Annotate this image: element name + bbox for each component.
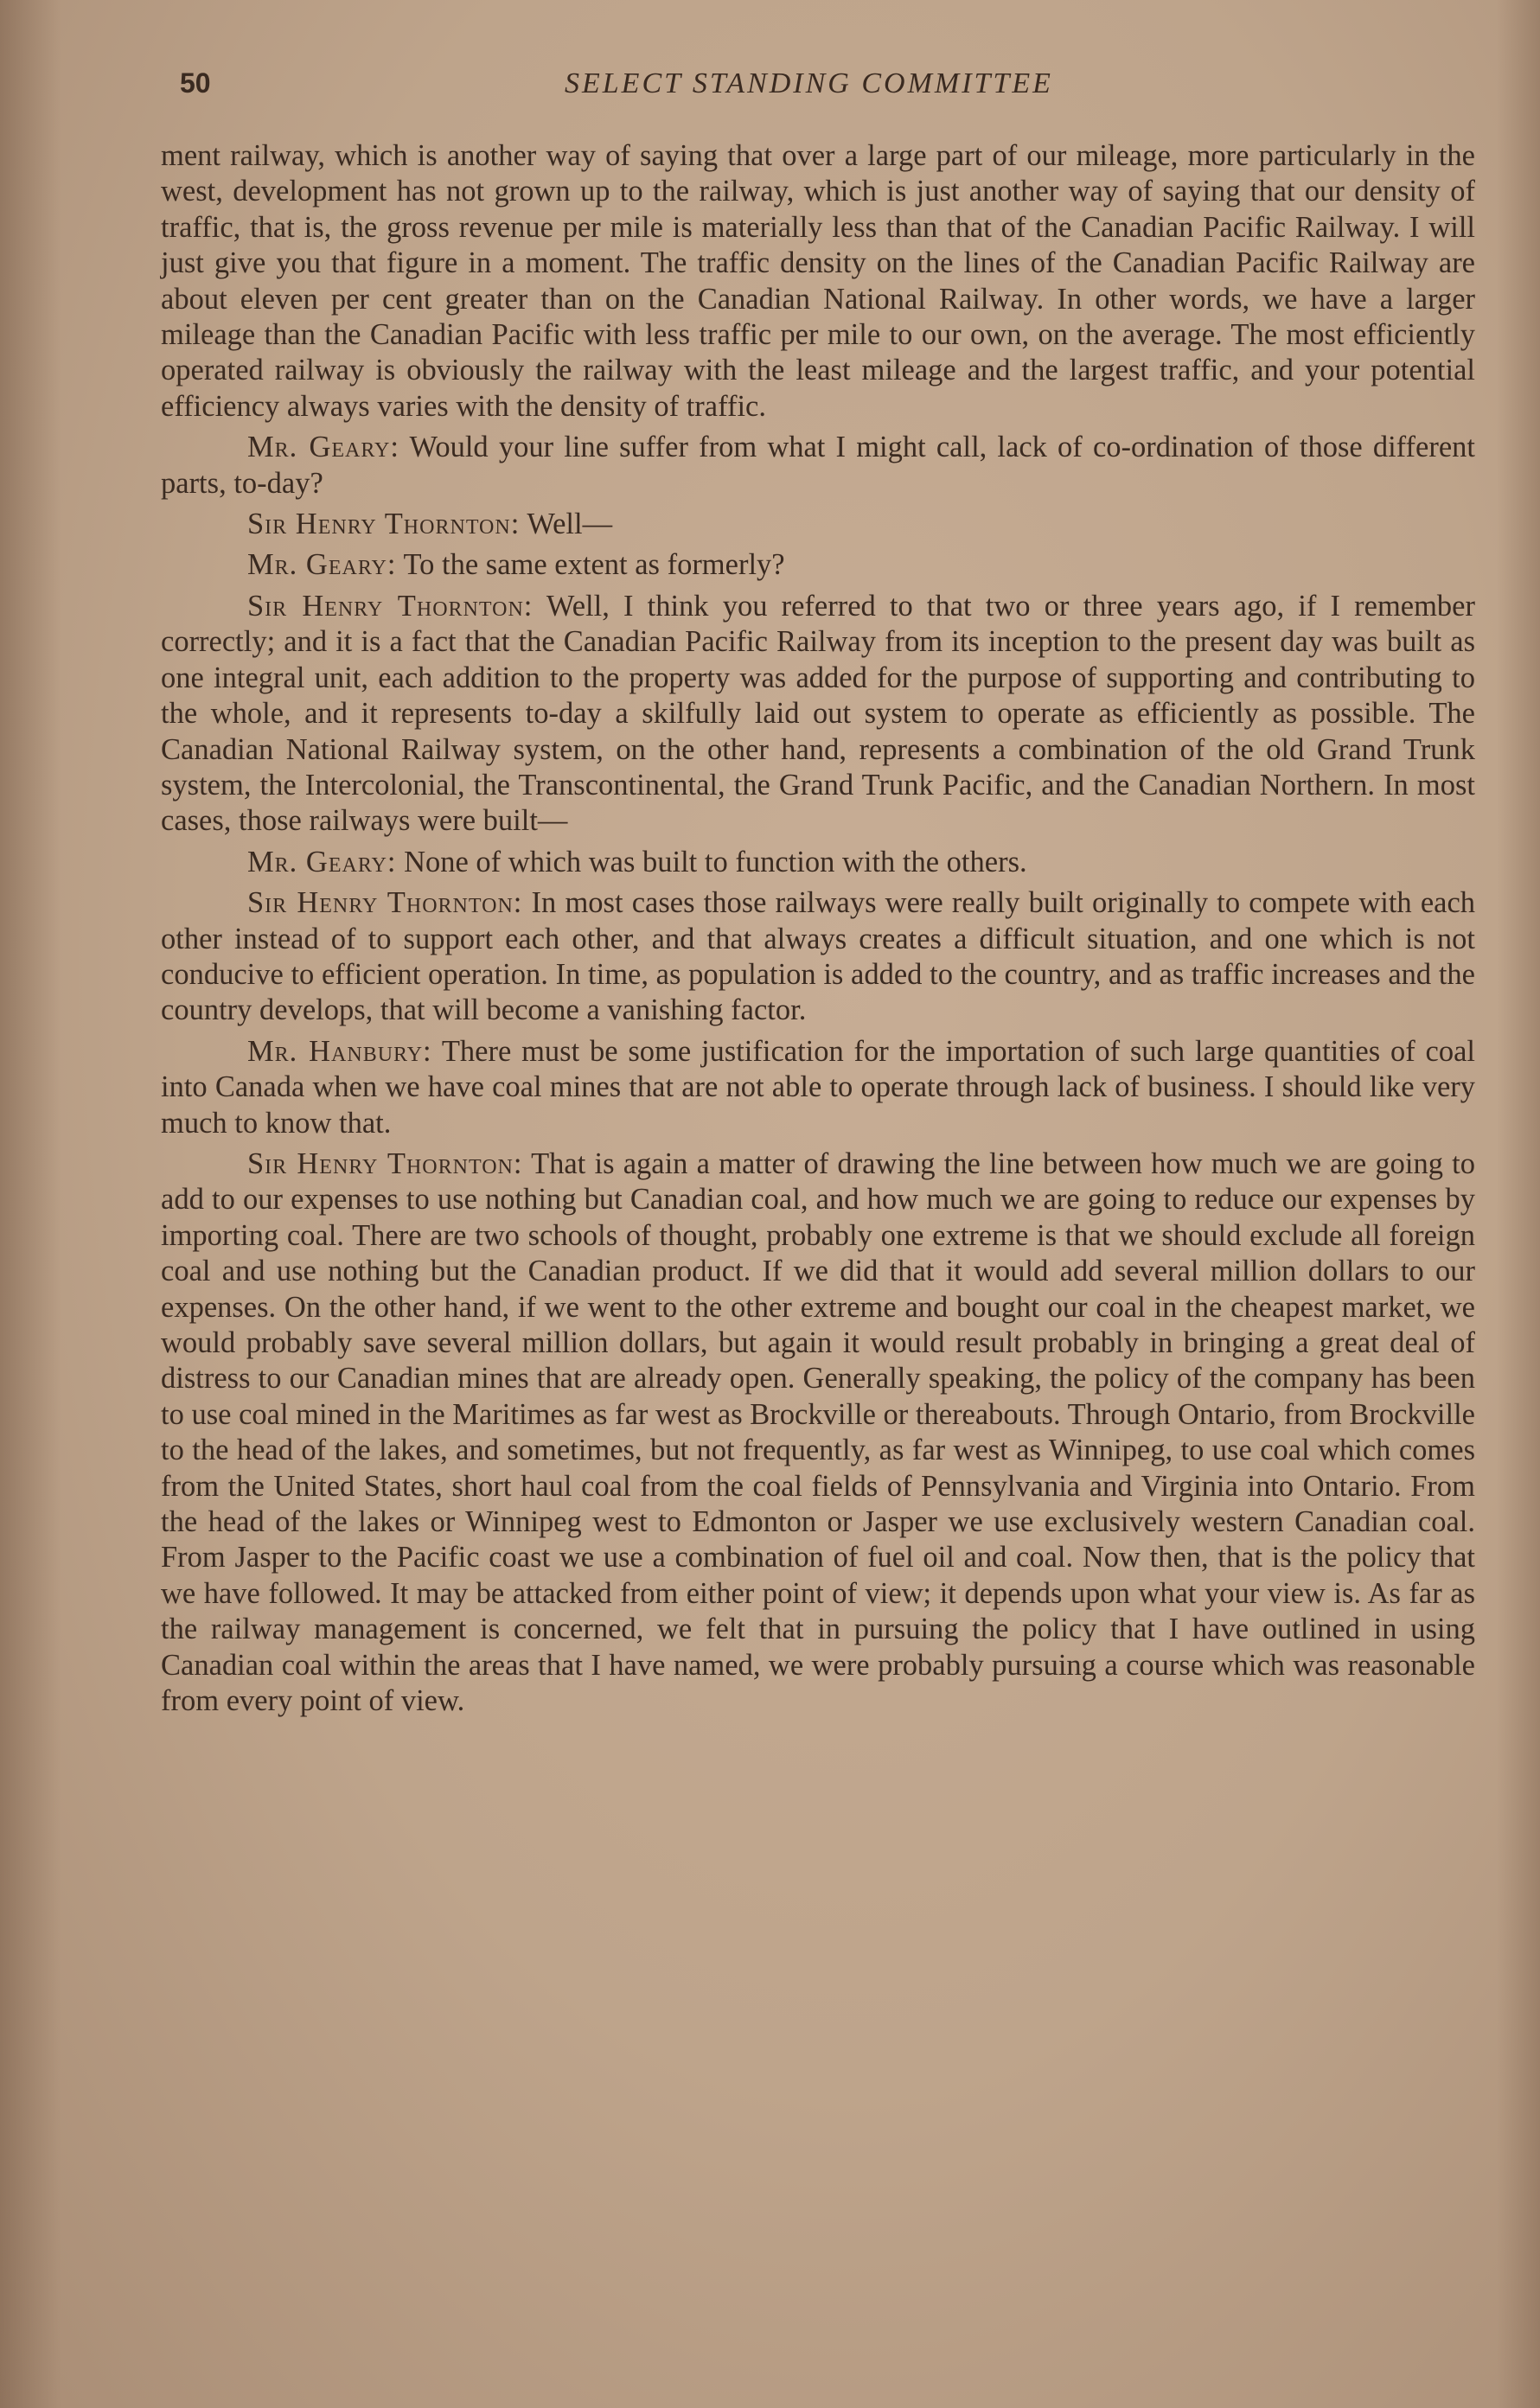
paragraph-text: Well, I think you referred to that two or three years ago, if I remember correctly; and it is a fact that the Canadian Pacific Railway from its inception to the present day was built as one integral unit, each addition to the property was added for the purpose of supporting and contributing to the whole, and it represents to-day a skilfully laid out system to operate as efficiently as possible. The Canadian National Railway system, on the other hand, represents a combination of the old Grand Trunk system, the Intercolonial, the Transcontinental, the Grand Trunk Pacific, and the Canadian Northern. In most cases, those railways were built— [161, 589, 1475, 838]
paragraph [161, 507, 1475, 542]
paragraph [161, 430, 1475, 501]
paragraph-text: To the same extent as formerly? [403, 548, 785, 582]
paragraph [161, 547, 1475, 583]
transcript-body [161, 138, 1475, 1724]
paragraph-text: That is again a matter of drawing the line between how much we are going to add to our expenses to use nothing but Canadian coal, and how much we are going to reduce our expenses by importing coal. There are two schools of thought, probably one extreme is that we should exclude all foreign coal and use nothing but the Canadian product. If we did that it would add several million dollars to our expenses. On the other hand, if we went to the other extreme and bought our coal in the cheapest market, we would probably save several million dollars, but again it would result probably in bringing a great deal of distress to our Canadian mines that are already open. Generally speaking, the policy of the company has been to use coal mined in the Maritimes as far west as Brockville or thereabouts. Through Ontario, from Brockville to the head of the lakes, and sometimes, but not frequently, as far west as Winnipeg, to use coal which comes from the United States, short haul coal from the coal fields of Pennsylvania and Virginia into Ontario. From the head of the lakes or Winnipeg west to Edmonton or Jasper we use exclusively western Canadian coal. From Jasper to the Pacific coast we use a combination of fuel oil and coal. Now then, that is the policy that we have followed. It may be attacked from either point of view; it depends upon what your view is. As far as the railway management is concerned, we felt that in pursuing the policy that I have outlined in using Canadian coal within the areas that I have named, we were probably pursuing a course which was reasonable from every point of view. [161, 1147, 1475, 1718]
paragraph [161, 138, 1475, 425]
speaker-name: Mr. Hanbury: [247, 1034, 432, 1068]
speaker-name: Mr. Geary: [247, 431, 399, 464]
page-header [180, 67, 1460, 111]
paragraph [161, 589, 1475, 840]
page-edge-shadow-left [0, 0, 61, 2408]
page-number: 50 [180, 67, 211, 99]
speaker-name: Mr. Geary: [247, 548, 397, 582]
paragraph-text: There must be some justification for the importation of such large quantities of coal into Canada when we have coal mines that are not able to operate through lack of business. I should like very much to know that. [161, 1034, 1475, 1140]
paragraph [161, 1147, 1475, 1720]
speaker-name: Sir Henry Thornton: [247, 886, 523, 920]
speaker-name: Mr. Geary: [247, 845, 397, 878]
running-title: SELECT STANDING COMMITTEE [565, 67, 1053, 99]
paragraph-text: Would your line suffer from what I might call, lack of co-ordination of those different parts, to-day? [161, 431, 1475, 500]
page-edge-shadow-right [1497, 0, 1540, 2408]
speaker-name: Sir Henry Thornton: [247, 1147, 523, 1180]
speaker-name: Sir Henry Thornton: [247, 589, 534, 623]
paragraph-text: None of which was built to function with the others. [404, 845, 1027, 878]
paragraph [161, 1034, 1475, 1141]
speaker-name: Sir Henry Thornton: [247, 508, 521, 541]
paragraph-text: Well— [527, 508, 613, 541]
paragraph-text: In most cases those railways were really built originally to compete with each other instead of to support each other, and that always creates a difficult situation, and one which is not conducive to efficient operation. In time, as population is added to the country, and as traffic increases and the country develops, that will become a vanishing factor. [161, 886, 1476, 1027]
paragraph [161, 845, 1475, 880]
paragraph-text: ment railway, which is another way of saying that over a large part of our mileage, more particularly in the west, development has not grown up to the railway, which is just another way of saying that our density of traffic, that is, the gross revenue per mile is materially less than that of the Canadian Pacific Railway. I will just give you that figure in a moment. The traffic density on the lines of the Canadian Pacific Railway are about eleven per cent greater than on the Canadian National Railway. In other words, we have a larger mileage than the Canadian Pacific with less traffic per mile to our own, on the average. The most efficiently operated railway is obviously the railway with the least mileage and the largest traffic, and your potential efficiency always varies with the density of traffic. [161, 139, 1475, 423]
paragraph [161, 885, 1475, 1029]
